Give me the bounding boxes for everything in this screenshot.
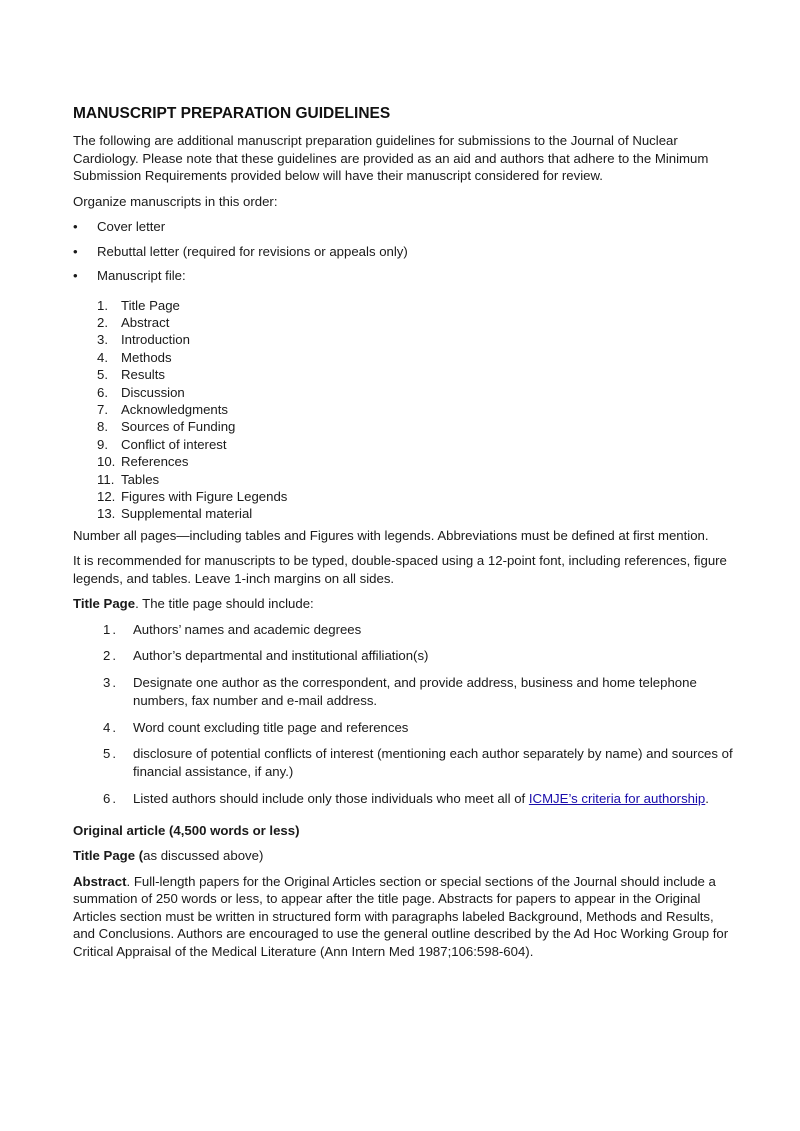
list-number: 1. xyxy=(103,621,118,637)
list-item xyxy=(73,384,733,401)
list-number: 3. xyxy=(103,674,118,690)
list-text: Sources of Funding xyxy=(121,419,236,435)
list-item xyxy=(73,297,733,314)
bullet-text: Cover letter xyxy=(97,219,166,234)
bullet-item xyxy=(73,218,733,236)
typing-paragraph: It is recommended for manuscripts to be typed, double-spaced using a 12-point font, including references, figure legends, and tables. Leave 1-inch margins on all sides. xyxy=(73,553,727,586)
list-number: 5. xyxy=(97,367,108,383)
list-item xyxy=(73,453,733,470)
list-number: 11. xyxy=(97,471,115,487)
list-number: 12. xyxy=(97,488,116,504)
title-page-paragraph xyxy=(73,595,733,613)
list-item xyxy=(73,366,733,383)
title-page-label: Title Page xyxy=(73,596,136,612)
list-number: 3. xyxy=(97,332,108,348)
bullet-icon: • xyxy=(73,219,78,234)
list-number: 2. xyxy=(103,648,118,664)
list-text: Listed authors should include only those individuals who meet all of xyxy=(133,790,529,806)
list-text: Results xyxy=(121,367,165,383)
abstract-text: . Full-length papers for the Original Articles section or special sections of the Journal should include a summation of 250 words or less, to appear after the title page. Abstracts for papers to appear in the Original Articles section must be written in structured form with paragraphs labeled Background, Methods and Results, and Conclusions. Authors are encouraged to use the general outline described by the Ad Hoc Working Group for Critical Appraisal of the Medical Literature (Ann Intern Med 1987;106:598-604). xyxy=(73,873,729,959)
list-item xyxy=(73,471,733,488)
list-item xyxy=(73,647,733,665)
title-page-paragraph-2 xyxy=(73,847,733,865)
bullet-text: Rebuttal letter (required for revisions or appeals only) xyxy=(97,243,408,259)
list-number: 13. xyxy=(97,506,116,522)
list-number: 10. xyxy=(97,454,116,470)
list-item xyxy=(73,401,733,418)
abstract-paragraph xyxy=(73,873,733,961)
list-text: Authors’ names and academic degrees xyxy=(133,621,362,637)
list-text-end: . xyxy=(705,790,709,806)
list-item xyxy=(73,331,733,348)
document-page xyxy=(73,104,733,968)
page-title: MANUSCRIPT PREPARATION GUIDELINES xyxy=(73,105,391,122)
list-item xyxy=(73,790,733,808)
list-text: Conflict of interest xyxy=(121,436,227,452)
list-text: Methods xyxy=(121,349,172,365)
list-text: Author’s departmental and institutional affiliation(s) xyxy=(133,648,429,664)
list-text: Abstract xyxy=(121,314,170,330)
list-number: 6. xyxy=(103,790,118,806)
list-text: Designate one author as the correspondent, and provide address, business and home telephone numbers, fax number and e-mail address. xyxy=(133,674,697,708)
list-number: 4. xyxy=(103,719,118,735)
list-item xyxy=(73,488,733,505)
list-text: Word count excluding title page and references xyxy=(133,719,409,735)
bullet-text: Manuscript file: xyxy=(97,268,186,283)
list-text: disclosure of potential conflicts of interest (mentioning each author separately by name) and sources of financial assistance, if any.) xyxy=(133,746,733,780)
list-item xyxy=(73,621,733,639)
bullet-item xyxy=(73,267,733,285)
list-item xyxy=(73,314,733,331)
icmje-criteria-link[interactable]: ICMJE’s criteria for authorship xyxy=(528,790,706,806)
title-page-list xyxy=(73,621,733,808)
title-page-label-2: Title Page ( xyxy=(73,848,144,864)
list-number: 4. xyxy=(97,349,108,365)
list-item xyxy=(73,674,733,710)
original-article-heading: Original article (4,500 words or less) xyxy=(73,822,300,838)
list-number: 9. xyxy=(97,436,108,452)
list-text: Tables xyxy=(121,471,160,487)
list-item xyxy=(73,436,733,453)
list-number: 1. xyxy=(97,297,108,313)
bullet-icon: • xyxy=(73,243,78,259)
order-bullet-list xyxy=(73,218,733,285)
list-text: Figures with Figure Legends xyxy=(121,488,288,504)
organize-paragraph: Organize manuscripts in this order: xyxy=(73,193,278,209)
list-number: 6. xyxy=(97,384,108,400)
list-number: 5. xyxy=(103,746,118,762)
bullet-icon: • xyxy=(73,268,78,283)
bullet-item xyxy=(73,243,733,261)
list-text: Discussion xyxy=(121,384,185,400)
title-page-text-2: as discussed above) xyxy=(143,848,264,864)
list-item xyxy=(73,349,733,366)
abstract-label: Abstract xyxy=(73,873,127,889)
list-item xyxy=(73,505,733,522)
list-item xyxy=(73,745,733,781)
manuscript-section-list xyxy=(73,297,733,523)
number-pages-paragraph: Number all pages—including tables and Figures with legends. Abbreviations must be defined at first mention. xyxy=(73,527,709,543)
list-text: Introduction xyxy=(121,332,190,348)
list-item xyxy=(73,719,733,737)
list-text: Title Page xyxy=(121,297,180,313)
list-text: Acknowledgments xyxy=(121,401,229,417)
list-text: References xyxy=(121,454,189,470)
intro-paragraph: The following are additional manuscript preparation guidelines for submissions to the Journal of Nuclear Cardiology. Please note that these guidelines are provided as an aid and authors that adhere to the Minimum Submission Requirements provided below will have their manuscript considered for review. xyxy=(73,133,709,183)
list-number: 2. xyxy=(97,314,108,330)
list-text: Supplemental material xyxy=(121,506,253,522)
title-page-text: . The title page should include: xyxy=(135,596,314,612)
list-number: 7. xyxy=(97,401,108,417)
list-item xyxy=(73,418,733,435)
list-number: 8. xyxy=(97,419,108,435)
